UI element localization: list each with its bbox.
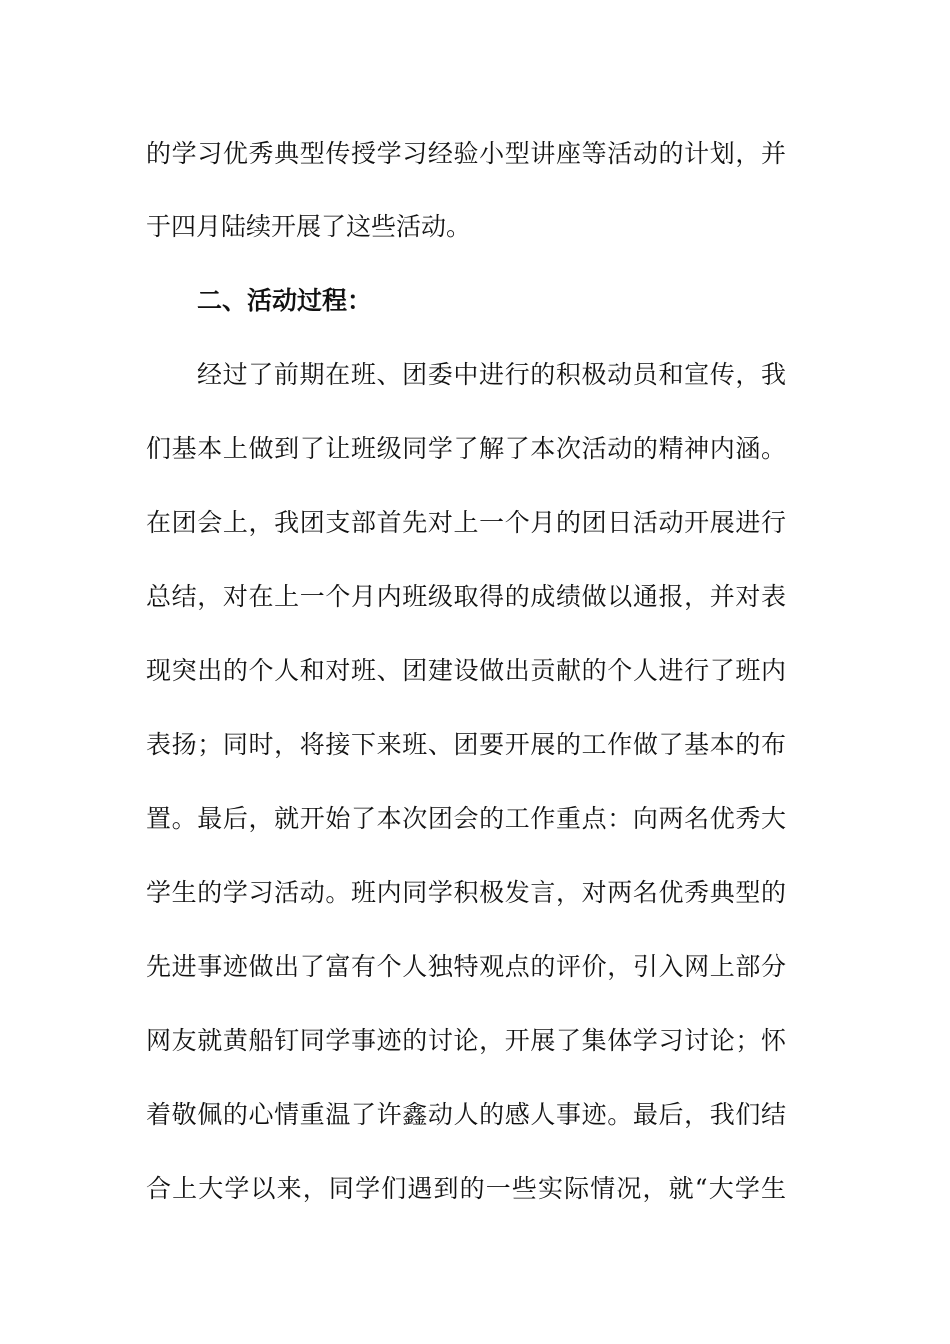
text-line: 现突出的个人和对班、团建设做出贡献的个人进行了班内 <box>146 656 786 685</box>
text-line: 们基本上做到了让班级同学了解了本次活动的精神内涵。 <box>146 434 786 463</box>
text-line: 表扬；同时，将接下来班、团要开展的工作做了基本的布 <box>146 730 786 759</box>
text-line: 在团会上，我团支部首先对上一个月的团日活动开展进行 <box>146 508 786 537</box>
text-line: 着敬佩的心情重温了许鑫动人的感人事迹。最后，我们结 <box>146 1100 786 1129</box>
text-line: 总结，对在上一个月内班级取得的成绩做以通报，并对表 <box>146 582 786 611</box>
text-line: 经过了前期在班、团委中进行的积极动员和宣传，我 <box>197 360 786 389</box>
text-line: 网友就黄船钉同学事迹的讨论，开展了集体学习讨论；怀 <box>146 1026 786 1055</box>
text-line: 先进事迹做出了富有个人独特观点的评价，引入网上部分 <box>146 952 786 981</box>
text-line: 置。最后，就开始了本次团会的工作重点：向两名优秀大 <box>146 804 786 833</box>
text-line: 学生的学习活动。班内同学积极发言，对两名优秀典型的 <box>146 878 786 907</box>
text-line: 的学习优秀典型传授学习经验小型讲座等活动的计划，并 <box>146 139 786 168</box>
text-line: 合上大学以来，同学们遇到的一些实际情况，就“大学生 <box>146 1174 786 1203</box>
section-heading: 二、活动过程： <box>197 286 373 315</box>
text-line: 于四月陆续开展了这些活动。 <box>146 212 472 241</box>
